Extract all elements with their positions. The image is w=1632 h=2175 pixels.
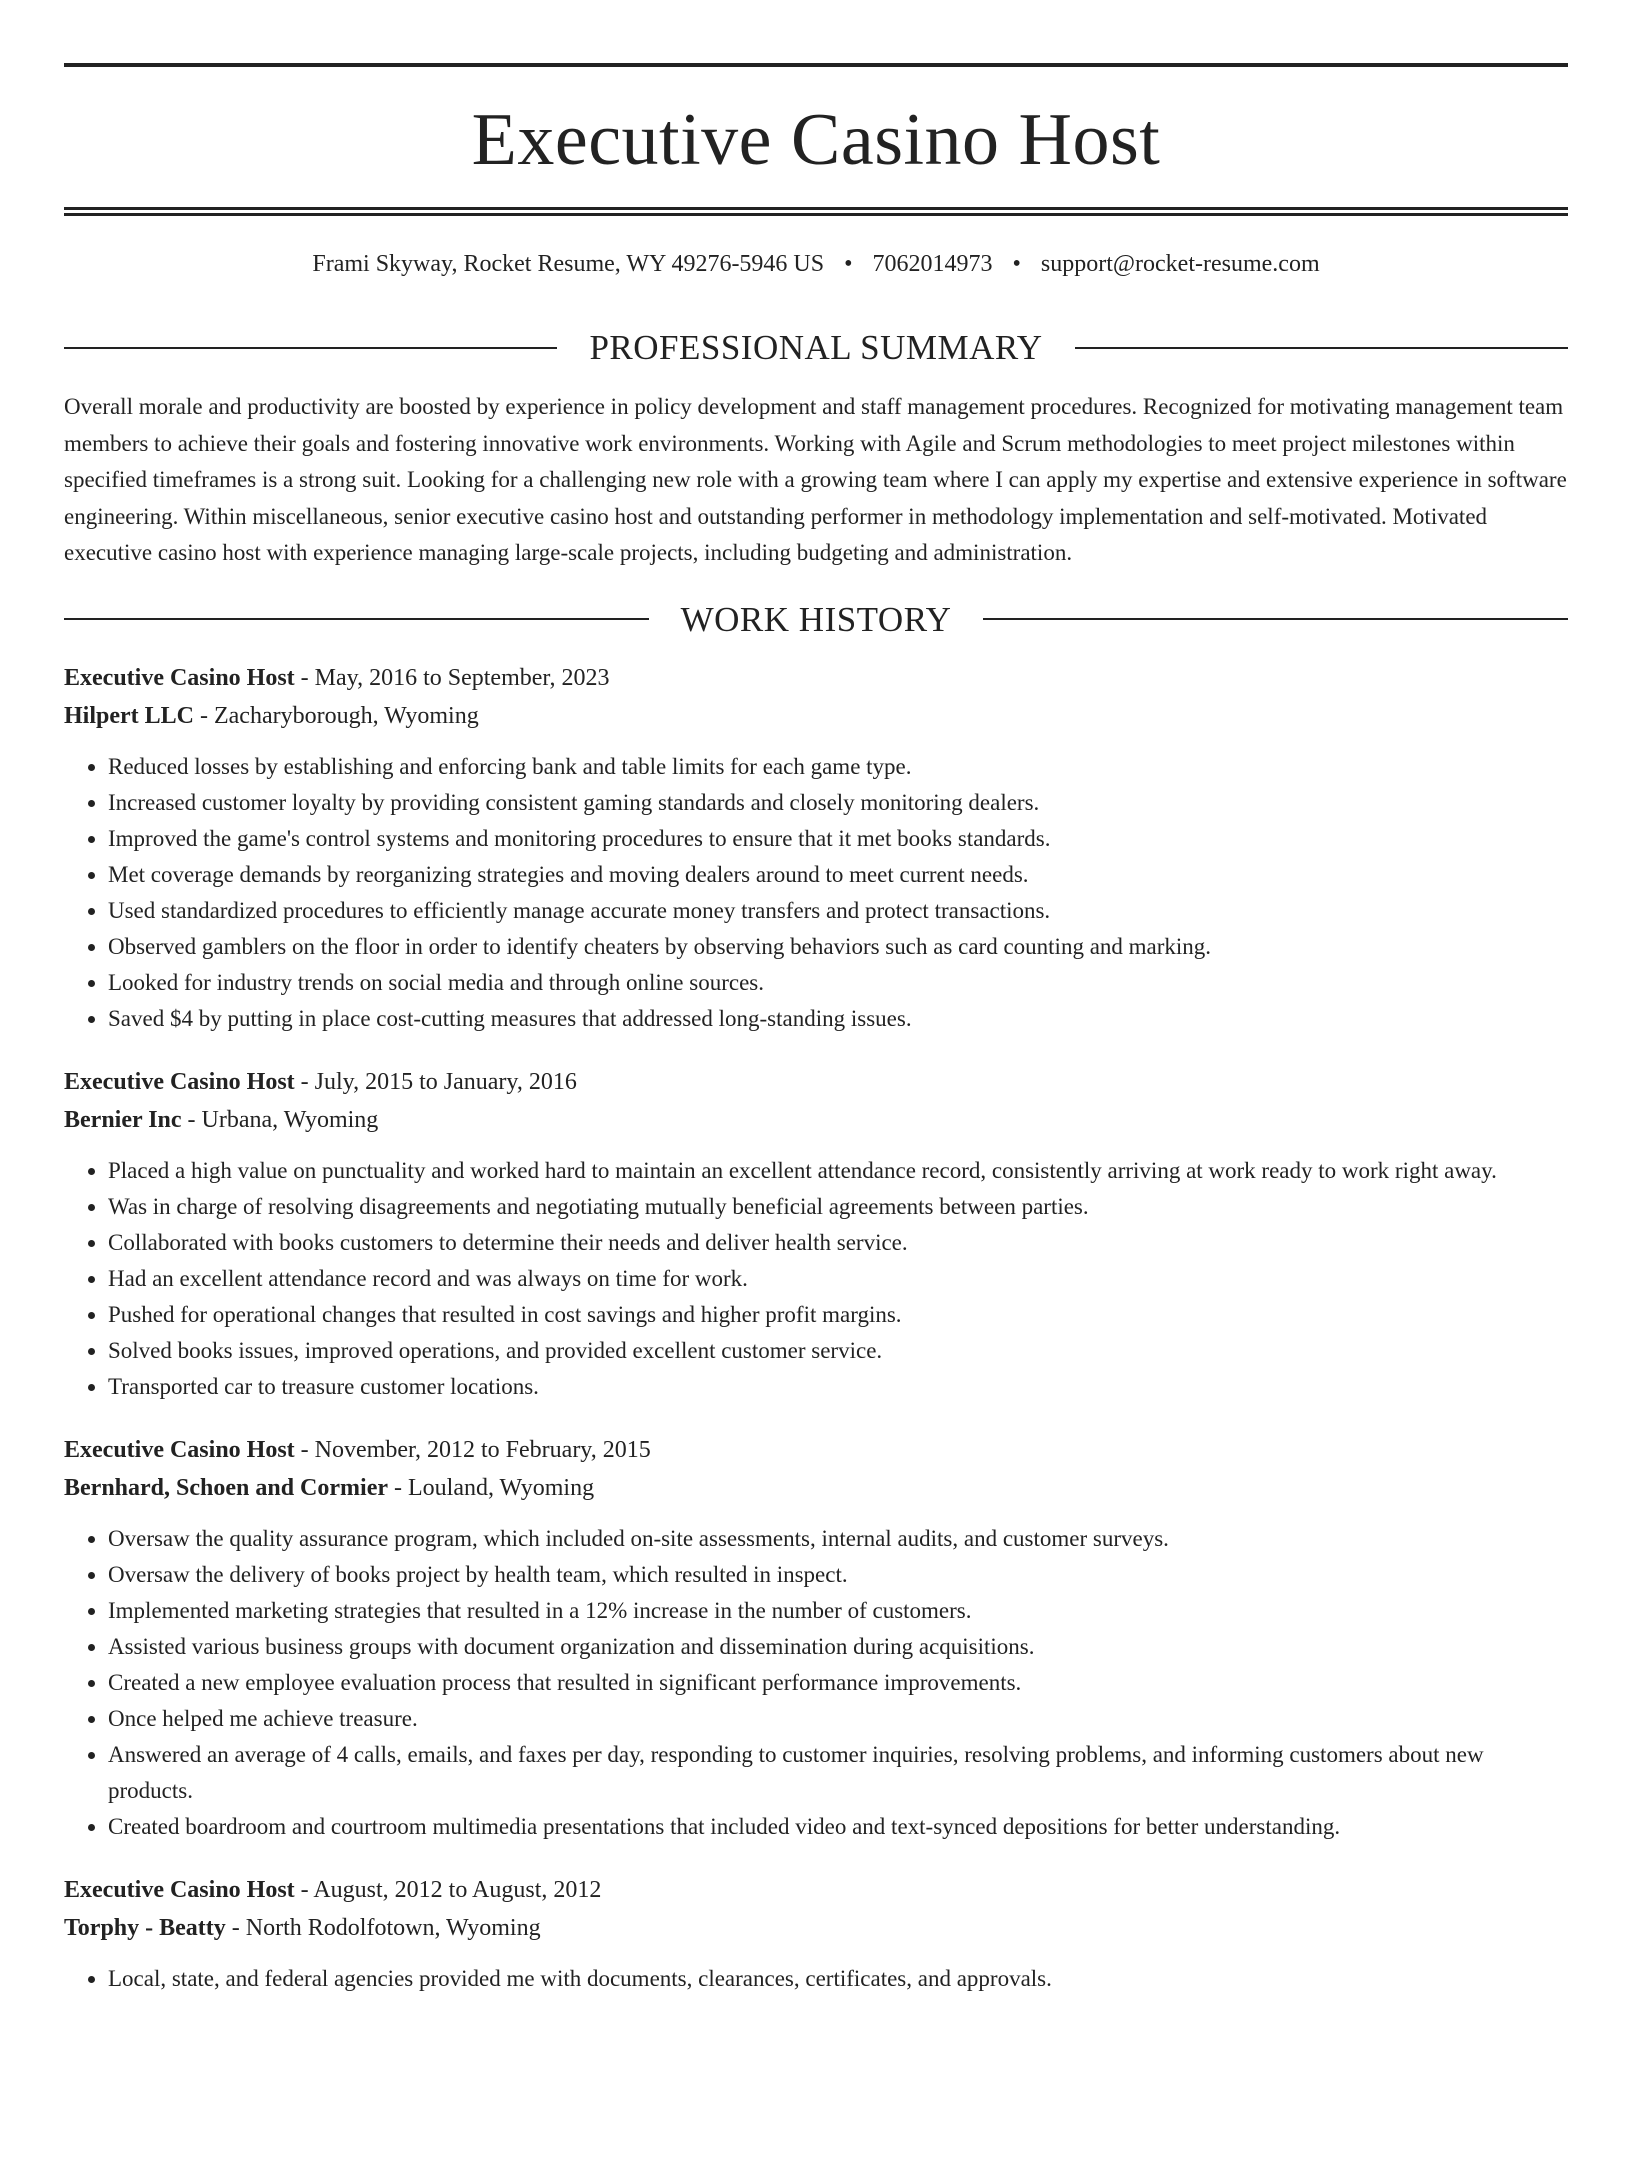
- job-list: [64, 659, 1568, 1997]
- job-bullet: • Reduced losses by establishing and enforcing bank and table limits for each game type.: [108, 749, 1568, 785]
- top-rule: [64, 63, 1568, 67]
- heading-rule-right: [983, 618, 1568, 620]
- job-bullet: • Transported car to treasure customer locations.: [108, 1369, 1568, 1405]
- job-bullet: • Implemented marketing strategies that resulted in a 12% increase in the number of customers.: [108, 1593, 1568, 1629]
- job-title: Executive Casino Host: [64, 1068, 295, 1095]
- job-entry: [64, 1871, 1568, 1997]
- job-bullet: • Met coverage demands by reorganizing strategies and moving dealers around to meet current needs.: [108, 857, 1568, 893]
- job-title: Executive Casino Host: [64, 1876, 295, 1903]
- job-title-line: [64, 1871, 1568, 1909]
- job-location: - Zacharyborough, Wyoming: [194, 702, 479, 729]
- job-company-line: [64, 697, 1568, 735]
- heading-rule-left: [64, 618, 649, 620]
- contact-email: support@rocket-resume.com: [1040, 251, 1320, 277]
- heading-rule-left: [64, 347, 557, 349]
- job-company: Torphy - Beatty: [64, 1914, 226, 1941]
- job-title-line: [64, 659, 1568, 697]
- job-bullet: • Observed gamblers on the floor in order to identify cheaters by observing behaviors such as card counting and marking.: [108, 929, 1568, 965]
- job-bullet-list: [64, 749, 1568, 1037]
- job-bullet: • Placed a high value on punctuality and worked hard to maintain an excellent attendance record, consistently arriving at work ready to work right away.: [108, 1153, 1568, 1189]
- job-dates: - November, 2012 to February, 2015: [294, 1436, 651, 1463]
- job-company: Bernhard, Schoen and Cormier: [64, 1474, 388, 1501]
- job-entry: [64, 1063, 1568, 1405]
- job-title-line: [64, 1063, 1568, 1101]
- job-company: Hilpert LLC: [64, 702, 194, 729]
- job-bullet: • Solved books issues, improved operations, and provided excellent customer service.: [108, 1333, 1568, 1369]
- summary-heading: [64, 330, 1568, 365]
- job-bullet: • Local, state, and federal agencies provided me with documents, clearances, certificates, and approvals.: [108, 1961, 1568, 1997]
- job-title: Executive Casino Host: [64, 1436, 295, 1463]
- job-dates: - May, 2016 to September, 2023: [294, 664, 610, 691]
- job-bullet: • Answered an average of 4 calls, emails, and faxes per day, responding to customer inquiries, resolving problems, and informing customers about new products.: [108, 1737, 1568, 1809]
- contact-phone: 7062014973: [872, 251, 993, 277]
- job-bullet: • Improved the game's control systems and monitoring procedures to ensure that it met books standards.: [108, 821, 1568, 857]
- summary-text: Overall morale and productivity are boosted by experience in policy development and staff management procedures. Recognized for motivating management team members to achieve their goals and fostering innovative work environments. Working with Agile and Scrum methodologies to meet project milestones within specified timeframes is a strong suit. Looking for a challenging new role with a growing team where I can apply my expertise and extensive experience in software engineering. Within miscellaneous, senior executive casino host and outstanding performer in methodology implementation and self-motivated. Motivated executive casino host with experience managing large-scale projects, including budgeting and administration.: [64, 394, 1567, 565]
- job-bullet: • Was in charge of resolving disagreements and negotiating mutually beneficial agreements between parties.: [108, 1189, 1568, 1225]
- job-bullet: • Created boardroom and courtroom multimedia presentations that included video and text-synced depositions for better understanding.: [108, 1809, 1568, 1845]
- work-history-heading: [64, 599, 1568, 639]
- resume-title: Executive Casino Host: [471, 99, 1161, 181]
- contact-separator: •: [1012, 251, 1021, 277]
- resume-page: [0, 63, 1632, 2175]
- job-company: Bernier Inc: [64, 1106, 182, 1133]
- job-title-line: [64, 1431, 1568, 1469]
- job-entry: [64, 659, 1568, 1037]
- contact-line: [64, 252, 1568, 276]
- job-bullet: • Oversaw the delivery of books project by health team, which resulted in inspect.: [108, 1557, 1568, 1593]
- job-bullet: • Created a new employee evaluation process that resulted in significant performance improvements.: [108, 1665, 1568, 1701]
- job-location: - North Rodolfotown, Wyoming: [225, 1914, 541, 1941]
- job-bullet-list: [64, 1961, 1568, 1997]
- title-double-rule: [64, 207, 1568, 216]
- job-dates: - July, 2015 to January, 2016: [294, 1068, 577, 1095]
- job-title: Executive Casino Host: [64, 664, 295, 691]
- job-company-line: [64, 1469, 1568, 1507]
- job-entry: [64, 1431, 1568, 1845]
- job-bullet-list: [64, 1153, 1568, 1405]
- job-location: - Urbana, Wyoming: [181, 1106, 379, 1133]
- contact-address: Frami Skyway, Rocket Resume, WY 49276-5946 US: [312, 251, 825, 277]
- job-bullet: • Pushed for operational changes that resulted in cost savings and higher profit margins.: [108, 1297, 1568, 1333]
- job-bullet: • Looked for industry trends on social media and through online sources.: [108, 965, 1568, 1001]
- summary-heading-label: PROFESSIONAL SUMMARY: [589, 328, 1043, 367]
- job-bullet: • Increased customer loyalty by providing consistent gaming standards and closely monitoring dealers.: [108, 785, 1568, 821]
- job-bullet: • Had an excellent attendance record and was always on time for work.: [108, 1261, 1568, 1297]
- job-bullet: • Oversaw the quality assurance program, which included on-site assessments, internal audits, and customer surveys.: [108, 1521, 1568, 1557]
- job-company-line: [64, 1101, 1568, 1139]
- job-bullet: • Collaborated with books customers to determine their needs and deliver health service.: [108, 1225, 1568, 1261]
- job-bullet: • Used standardized procedures to efficiently manage accurate money transfers and protect transactions.: [108, 893, 1568, 929]
- work-history-heading-label: WORK HISTORY: [680, 599, 952, 639]
- job-company-line: [64, 1909, 1568, 1947]
- job-bullet: • Once helped me achieve treasure.: [108, 1701, 1568, 1737]
- job-bullet-list: [64, 1521, 1568, 1845]
- job-location: - Louland, Wyoming: [388, 1474, 595, 1501]
- contact-separator: •: [844, 251, 853, 277]
- job-bullet: • Saved $4 by putting in place cost-cutting measures that addressed long-standing issues.: [108, 1001, 1568, 1037]
- heading-rule-right: [1075, 347, 1568, 349]
- job-bullet: • Assisted various business groups with document organization and dissemination during acquisitions.: [108, 1629, 1568, 1665]
- job-dates: - August, 2012 to August, 2012: [294, 1876, 602, 1903]
